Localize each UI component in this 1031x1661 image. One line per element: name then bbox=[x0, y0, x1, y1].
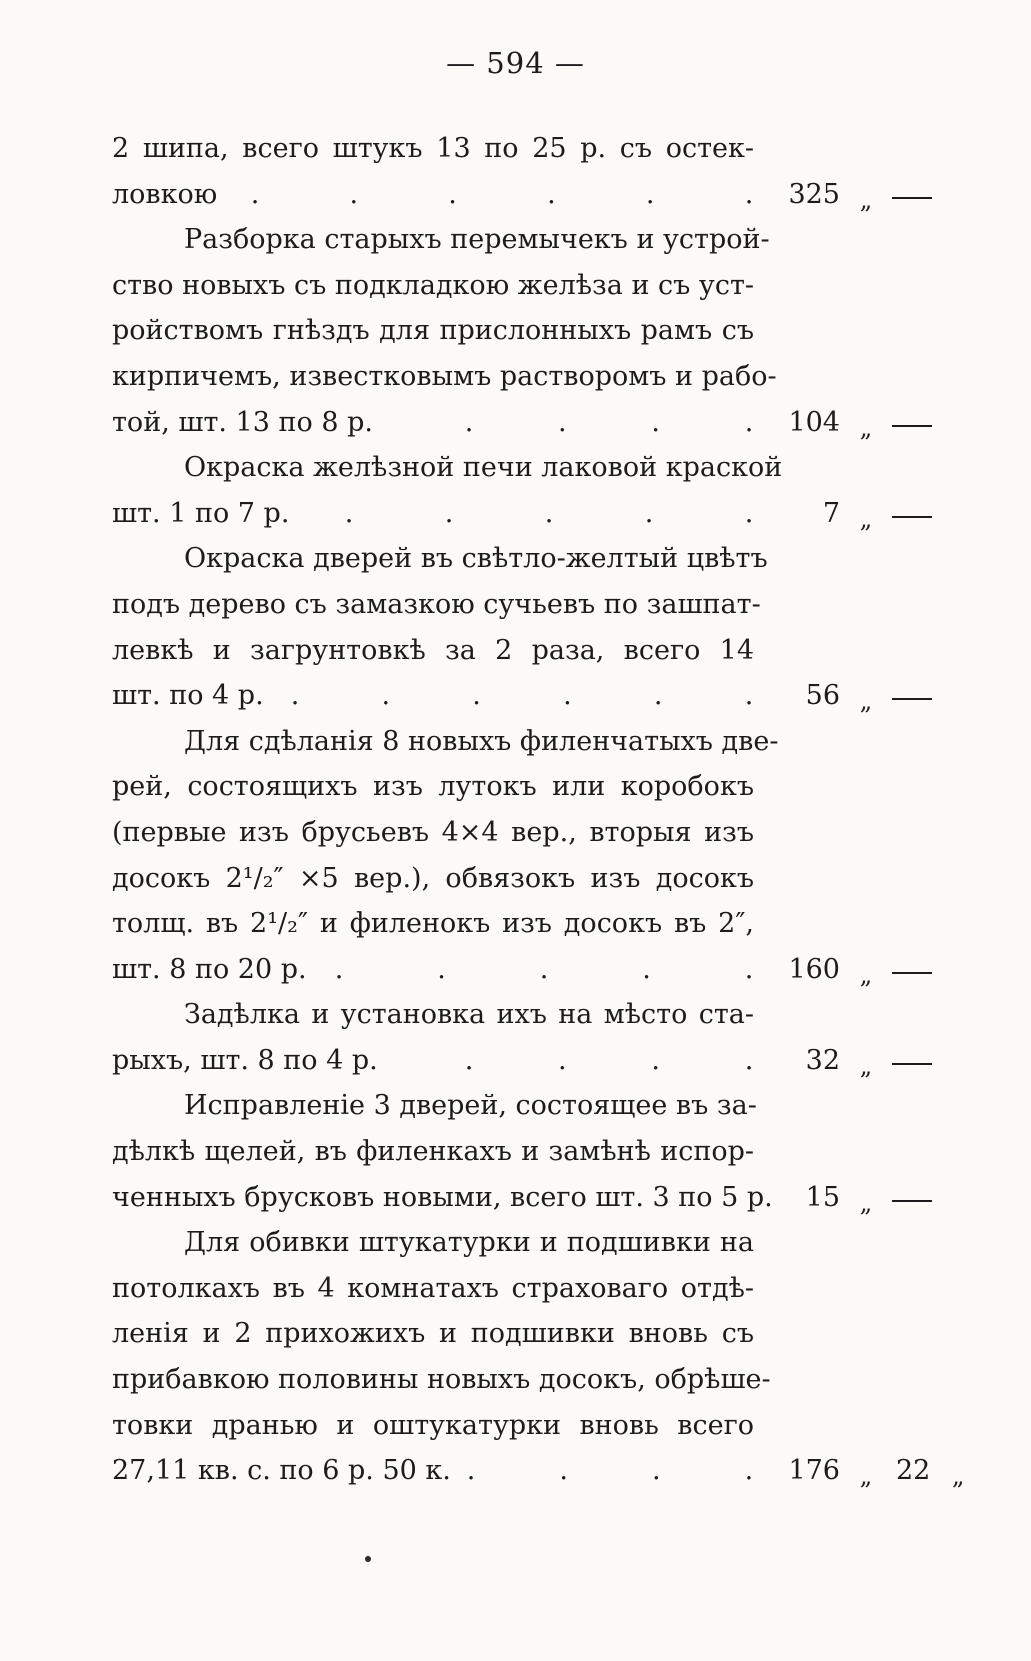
amount-rubles: 160 bbox=[788, 953, 840, 985]
text-line bbox=[0, 1175, 1031, 1221]
line-text: кирпичемъ, известковымъ растворомъ и рабо- bbox=[112, 360, 777, 392]
text-line bbox=[0, 1083, 1031, 1129]
text-line bbox=[0, 673, 1031, 719]
ditto-mark: „ bbox=[859, 1188, 873, 1217]
text-line bbox=[0, 126, 1031, 172]
text-line bbox=[0, 1403, 1031, 1449]
text-line bbox=[0, 1311, 1031, 1357]
footer-dot bbox=[365, 1556, 371, 1562]
text-line bbox=[0, 1220, 1031, 1266]
ditto-mark: „ bbox=[859, 185, 873, 214]
amount-kopecks-dash bbox=[892, 698, 932, 700]
dot-leader bbox=[344, 491, 754, 537]
amount-kopecks-dash bbox=[892, 1200, 932, 1202]
line-text: толщ. въ 2¹/₂″ и филенокъ изъ досокъ въ 2″, bbox=[112, 908, 754, 940]
text-line bbox=[0, 856, 1031, 902]
text-line bbox=[0, 400, 1031, 446]
line-text: Задѣлка и установка ихъ на мѣсто ста- bbox=[184, 999, 754, 1031]
line-text: рыхъ, шт. 8 по 4 р. bbox=[112, 1044, 378, 1076]
text-line bbox=[0, 308, 1031, 354]
line-text: ченныхъ брусковъ новыми, всего шт. 3 по 5 р. bbox=[112, 1181, 773, 1213]
text-line bbox=[0, 172, 1031, 218]
line-text: Для обивки штукатурки и подшивки на bbox=[184, 1227, 754, 1259]
line-text: досокъ 2¹/₂″ ×5 вер.), обвязокъ изъ досокъ bbox=[112, 862, 754, 894]
estimate-entry bbox=[0, 719, 1031, 993]
leader-dot: . bbox=[558, 406, 567, 438]
leader-dot: . bbox=[559, 1455, 568, 1487]
line-text: Для сдѣланія 8 новыхъ филенчатыхъ две- bbox=[184, 725, 779, 757]
leader-dot: . bbox=[642, 953, 651, 985]
leader-dot: . bbox=[744, 497, 754, 529]
leader-dot: . bbox=[563, 680, 572, 712]
line-text: 2 шипа, всего штукъ 13 по 25 р. съ остек- bbox=[112, 133, 754, 164]
leader-dot: . bbox=[651, 406, 660, 438]
text-line bbox=[0, 719, 1031, 765]
leader-dot: . bbox=[466, 1455, 476, 1487]
amount-rubles: 32 bbox=[805, 1044, 840, 1076]
line-text: шт. 1 по 7 р. bbox=[112, 497, 290, 529]
leader-dot: . bbox=[547, 178, 556, 210]
amount-rubles: 7 bbox=[822, 497, 840, 529]
leader-dot: . bbox=[539, 953, 549, 985]
leader-dot: . bbox=[334, 953, 344, 985]
estimate-entry bbox=[0, 1083, 1031, 1220]
dot-leader bbox=[334, 947, 754, 993]
leader-dot: . bbox=[464, 1044, 474, 1076]
amount-rubles: 56 bbox=[805, 680, 840, 712]
estimate-entry bbox=[0, 126, 1031, 217]
line-text: потолкахъ въ 4 комнатахъ страховаго отдѣ- bbox=[112, 1272, 754, 1304]
amount-kopecks-dash bbox=[892, 1063, 932, 1065]
line-text: ство новыхъ съ подкладкою желѣза и съ уст- bbox=[112, 269, 754, 301]
estimate-entries bbox=[0, 126, 1031, 1494]
amount-rubles: 15 bbox=[805, 1181, 840, 1213]
leader-dot: . bbox=[744, 680, 754, 712]
amount-kopecks-dash bbox=[892, 425, 932, 427]
line-text: ройствомъ гнѣздъ для прислонныхъ рамъ съ bbox=[112, 315, 754, 347]
ditto-mark: „ bbox=[859, 687, 873, 716]
ditto-mark: „ bbox=[859, 504, 873, 533]
leader-dot: . bbox=[744, 1455, 754, 1487]
text-line bbox=[0, 1357, 1031, 1403]
estimate-entry bbox=[0, 992, 1031, 1083]
ditto-mark: „ bbox=[952, 1462, 965, 1491]
line-text: Окраска дверей въ свѣтло-желтый цвѣтъ bbox=[184, 543, 768, 575]
line-text: той, шт. 13 по 8 р. bbox=[112, 406, 373, 438]
leader-dot: . bbox=[744, 178, 754, 210]
leader-dot: . bbox=[652, 1455, 661, 1487]
line-text: прибавкою половины новыхъ досокъ, обрѣше- bbox=[112, 1364, 771, 1396]
leader-dot: . bbox=[464, 406, 474, 438]
ditto-mark: „ bbox=[859, 1462, 873, 1491]
page-number: — 594 — bbox=[446, 46, 585, 80]
ditto-mark: „ bbox=[859, 413, 873, 442]
text-line bbox=[0, 1038, 1031, 1084]
text-line bbox=[0, 901, 1031, 947]
leader-dot: . bbox=[653, 680, 663, 712]
leader-dot: . bbox=[250, 178, 260, 210]
dot-leader bbox=[464, 1038, 754, 1084]
text-line bbox=[0, 1266, 1031, 1312]
text-line bbox=[0, 810, 1031, 856]
text-line bbox=[0, 217, 1031, 263]
leader-dot: . bbox=[544, 497, 554, 529]
text-line bbox=[0, 1448, 1031, 1494]
leader-dot: . bbox=[651, 1044, 660, 1076]
amount-kopecks-dash bbox=[892, 972, 932, 974]
amount-rubles: 176 bbox=[788, 1455, 840, 1487]
leader-dot: . bbox=[644, 497, 654, 529]
line-text: дѣлкѣ щелей, въ филенкахъ и замѣнѣ испор- bbox=[112, 1136, 754, 1168]
dot-leader bbox=[466, 1448, 754, 1494]
line-text: шт. по 4 р. bbox=[112, 680, 264, 712]
amount-rubles: 325 bbox=[788, 178, 840, 210]
text-line bbox=[0, 491, 1031, 537]
line-text: 27,11 кв. с. по 6 р. 50 к. bbox=[112, 1455, 451, 1487]
line-text: ленія и 2 прихожихъ и подшивки вновь съ bbox=[112, 1318, 754, 1350]
ditto-mark: „ bbox=[859, 1051, 873, 1080]
line-text: (первые изъ брусьевъ 4×4 вер., вторыя изъ bbox=[112, 816, 754, 848]
line-text: подъ дерево съ замазкою сучьевъ по зашпат- bbox=[112, 588, 761, 620]
amount-kopecks: 22 bbox=[896, 1455, 931, 1487]
amount-kopecks-dash bbox=[892, 516, 932, 518]
text-line bbox=[0, 1129, 1031, 1175]
estimate-entry bbox=[0, 445, 1031, 536]
ditto-mark: „ bbox=[859, 960, 873, 989]
leader-dot: . bbox=[645, 178, 655, 210]
line-text: левкѣ и загрунтовкѣ за 2 раза, всего 14 bbox=[112, 634, 754, 666]
leader-dot: . bbox=[381, 680, 391, 712]
text-line bbox=[0, 263, 1031, 309]
estimate-entry bbox=[0, 217, 1031, 445]
leader-dot: . bbox=[744, 953, 754, 985]
line-text: Исправленіе 3 дверей, состоящее въ за- bbox=[184, 1090, 757, 1122]
line-text: Разборка старыхъ перемычекъ и устрой- bbox=[184, 224, 770, 256]
text-line bbox=[0, 354, 1031, 400]
text-line bbox=[0, 582, 1031, 628]
leader-dot: . bbox=[290, 680, 300, 712]
line-text: товки дранью и оштукатурки вновь всего bbox=[112, 1409, 754, 1441]
leader-dot: . bbox=[344, 497, 354, 529]
text-line bbox=[0, 764, 1031, 810]
dot-leader bbox=[290, 673, 754, 719]
text-line bbox=[0, 628, 1031, 674]
text-line bbox=[0, 992, 1031, 1038]
leader-dot: . bbox=[558, 1044, 567, 1076]
line-text: рей, состоящихъ изъ лутокъ или коробокъ bbox=[112, 771, 754, 803]
line-text: Окраска желѣзной печи лаковой краской bbox=[184, 452, 783, 484]
estimate-entry bbox=[0, 1220, 1031, 1494]
leader-dot: . bbox=[744, 406, 754, 438]
text-line bbox=[0, 445, 1031, 491]
text-line bbox=[0, 536, 1031, 582]
amount-kopecks-dash bbox=[892, 197, 932, 199]
text-line bbox=[0, 947, 1031, 993]
dot-leader bbox=[464, 400, 754, 446]
leader-dot: . bbox=[437, 953, 446, 985]
leader-dot: . bbox=[444, 497, 454, 529]
line-text: шт. 8 по 20 р. bbox=[112, 953, 307, 985]
leader-dot: . bbox=[448, 178, 457, 210]
leader-dot: . bbox=[349, 178, 359, 210]
line-text: ловкою bbox=[112, 178, 218, 210]
leader-dot: . bbox=[472, 680, 481, 712]
dot-leader bbox=[250, 172, 754, 218]
leader-dot: . bbox=[744, 1044, 754, 1076]
amount-rubles: 104 bbox=[788, 406, 840, 438]
estimate-entry bbox=[0, 536, 1031, 718]
